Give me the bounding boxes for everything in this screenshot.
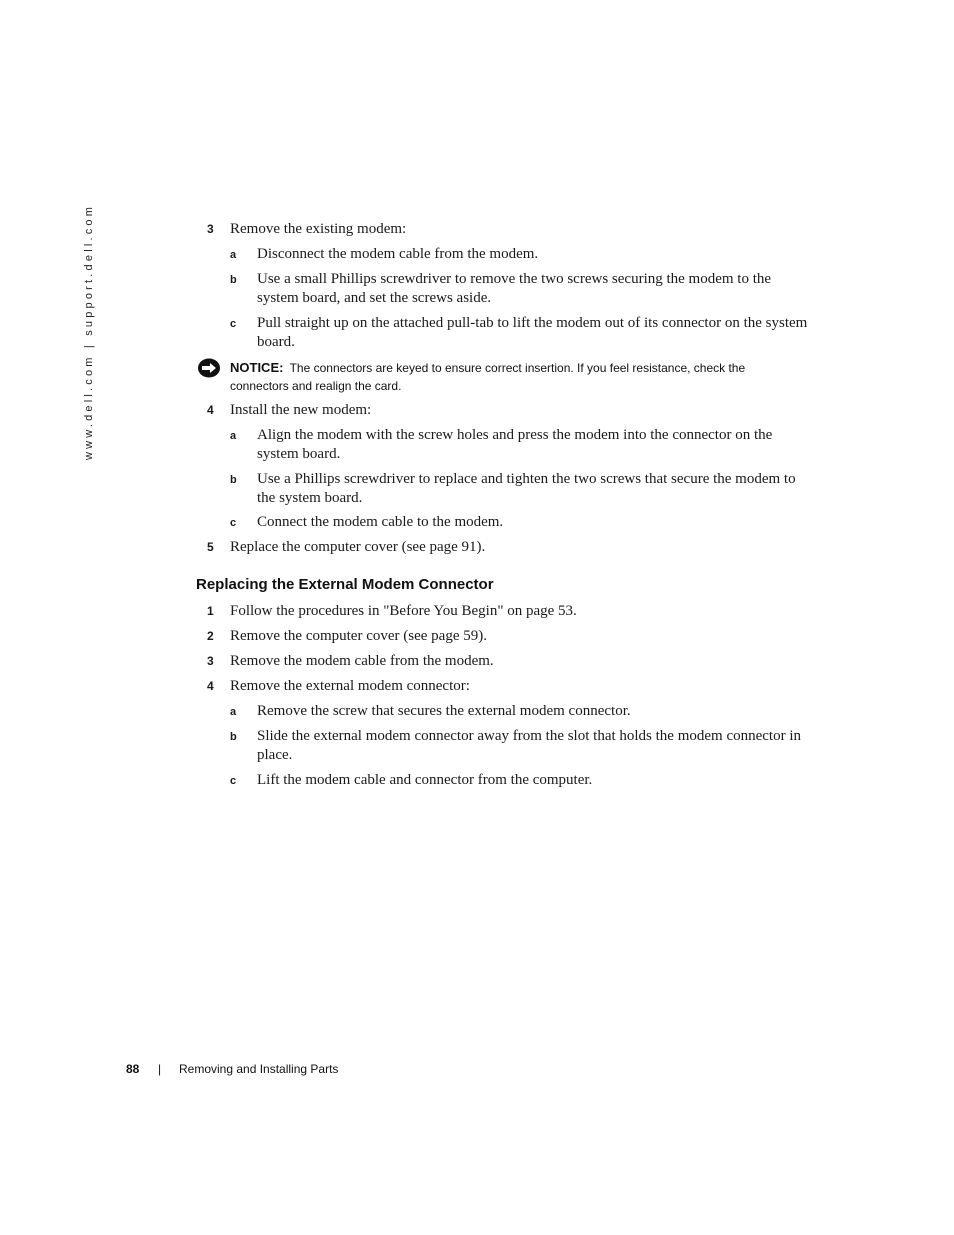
step-text: Remove the computer cover (see page 59). bbox=[230, 628, 487, 644]
ext-step-2 bbox=[207, 627, 810, 646]
ext-substep-4a bbox=[230, 702, 812, 721]
step-text: Install the new modem: bbox=[230, 402, 372, 418]
notice-box bbox=[230, 359, 790, 395]
step-text: Remove the external modem connector: bbox=[230, 678, 470, 694]
notice-label: NOTICE: bbox=[230, 360, 284, 375]
substep-letter: b bbox=[230, 474, 237, 486]
page-number: 88 bbox=[126, 1062, 140, 1076]
footer-section-title: Removing and Installing Parts bbox=[179, 1062, 339, 1076]
ext-step-3 bbox=[207, 652, 810, 671]
substep-3b bbox=[230, 270, 812, 308]
substep-letter: b bbox=[230, 731, 237, 743]
notice-icon bbox=[197, 358, 221, 378]
ext-step-1 bbox=[207, 602, 810, 621]
step-text: Follow the procedures in "Before You Begin" on page 53. bbox=[230, 603, 577, 619]
substep-letter: a bbox=[230, 249, 237, 261]
substep-3c bbox=[230, 314, 812, 352]
step-text: Remove the modem cable from the modem. bbox=[230, 653, 494, 669]
substep-letter: c bbox=[230, 775, 237, 787]
substep-text: Use a Phillips screwdriver to replace and tighten the two screws that secure the modem to the system board. bbox=[257, 471, 796, 506]
substep-text: Use a small Phillips screwdriver to remove the two screws securing the modem to the system board, and set the screws aside. bbox=[257, 271, 772, 306]
step-number: 3 bbox=[207, 222, 214, 236]
substep-text: Align the modem with the screw holes and press the modem into the connector on the system board. bbox=[257, 427, 773, 462]
sidebar-url: www.dell.com | support.dell.com bbox=[83, 203, 95, 460]
ext-substep-4b bbox=[230, 727, 817, 765]
substep-letter: c bbox=[230, 517, 237, 529]
substep-4b bbox=[230, 470, 817, 508]
step-number: 4 bbox=[207, 403, 214, 417]
substep-letter: b bbox=[230, 274, 237, 286]
substep-text: Connect the modem cable to the modem. bbox=[257, 514, 504, 530]
substep-letter: c bbox=[230, 318, 237, 330]
step-4 bbox=[207, 401, 810, 420]
substep-4a bbox=[230, 426, 812, 464]
substep-text: Slide the external modem connector away from the slot that holds the modem connector in place. bbox=[257, 728, 802, 763]
substep-text: Disconnect the modem cable from the modem. bbox=[257, 246, 539, 262]
step-number: 3 bbox=[207, 654, 214, 668]
ext-step-4 bbox=[207, 677, 810, 696]
substep-4c bbox=[230, 513, 812, 532]
section-heading: Replacing the External Modem Connector bbox=[196, 576, 494, 593]
footer-separator: | bbox=[158, 1062, 162, 1076]
step-text: Replace the computer cover (see page 91). bbox=[230, 539, 486, 555]
substep-text: Pull straight up on the attached pull-tab to lift the modem out of its connector on the system board. bbox=[257, 315, 808, 350]
step-5 bbox=[207, 538, 810, 557]
ext-substep-4c bbox=[230, 771, 812, 790]
step-number: 4 bbox=[207, 679, 214, 693]
substep-letter: a bbox=[230, 706, 237, 718]
substep-text: Lift the modem cable and connector from the computer. bbox=[257, 772, 593, 788]
step-3 bbox=[207, 220, 810, 239]
step-number: 1 bbox=[207, 604, 214, 618]
substep-letter: a bbox=[230, 430, 237, 442]
step-number: 5 bbox=[207, 540, 214, 554]
notice-text: The connectors are keyed to ensure correct insertion. If you feel resistance, check the connectors and realign the card. bbox=[230, 361, 746, 393]
substep-3a bbox=[230, 245, 812, 264]
substep-text: Remove the screw that secures the external modem connector. bbox=[257, 703, 631, 719]
step-text: Remove the existing modem: bbox=[230, 221, 407, 237]
step-number: 2 bbox=[207, 629, 214, 643]
